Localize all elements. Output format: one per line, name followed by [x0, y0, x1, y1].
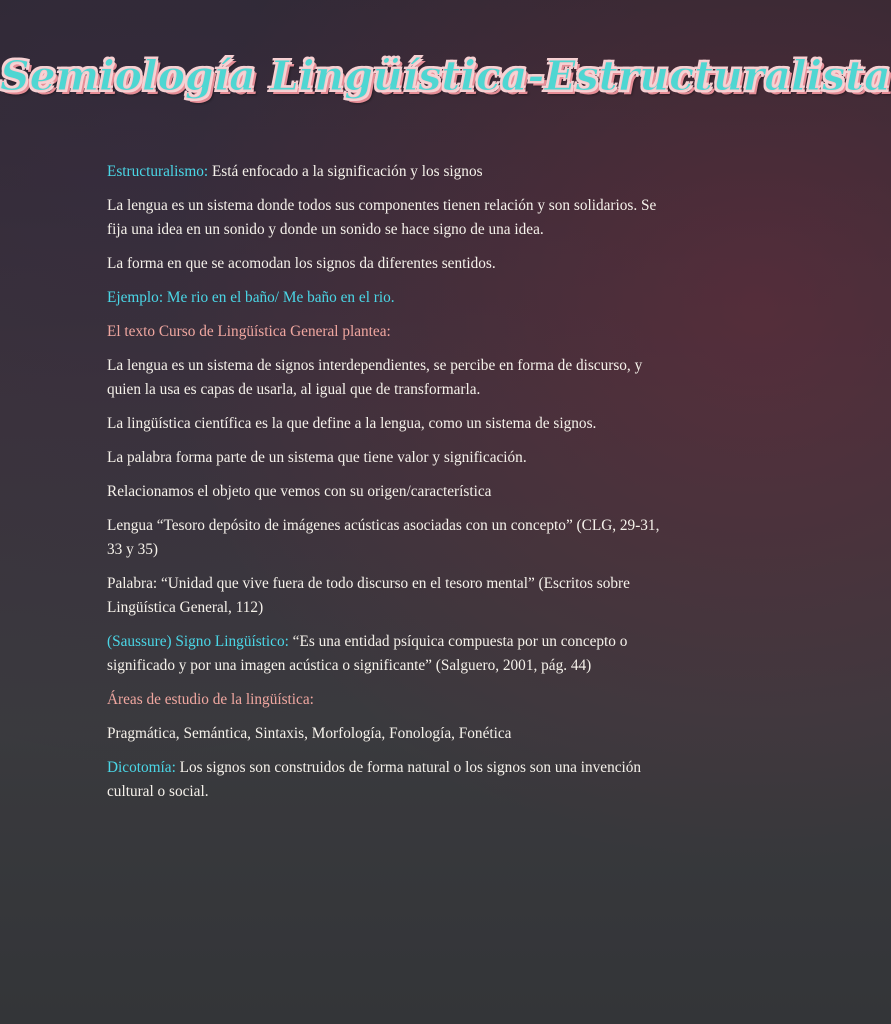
section-heading-clg: El texto Curso de Lingüística General plantea: [107, 323, 391, 340]
paragraph-signo-linguistico [107, 630, 667, 678]
paragraph-objeto-origen: Relacionamos el objeto que vemos con su origen/característica [107, 483, 492, 500]
section-heading-areas: Áreas de estudio de la lingüística: [107, 691, 314, 708]
term-label: (Saussure) Signo Lingüístico: [107, 633, 289, 650]
paragraph-ejemplo: Ejemplo: Me rio en el baño/ Me baño en el rio. [107, 289, 395, 306]
term-label: Estructuralismo: [107, 163, 209, 180]
paragraph-text: “Es una entidad psíquica compuesta por un concepto o significado y por una imagen acústica o significante” (Salguero, 2001, pág. 44) [107, 633, 628, 674]
paragraph-dicotomia [107, 756, 667, 804]
paragraph-linguistica-cientifica: La lingüística científica es la que define a la lengua, como un sistema de signos. [107, 415, 597, 432]
paragraph-areas-list: Pragmática, Semántica, Sintaxis, Morfología, Fonología, Fonética [107, 725, 512, 742]
document-body [107, 160, 667, 814]
paragraph-palabra-unidad: Palabra: “Unidad que vive fuera de todo discurso en el tesoro mental” (Escritos sobre Lingüística General, 112) [107, 575, 630, 616]
paragraph-text: Está enfocado a la significación y los signos [208, 163, 483, 180]
paragraph-text: Los signos son construidos de forma natural o los signos son una invención cultural o social. [107, 759, 642, 800]
paragraph-signos-interdependientes: La lengua es un sistema de signos interdependientes, se percibe en forma de discurso, y quien la usa es capas de usarla, al igual que de transformarla. [107, 357, 643, 398]
paragraph-lengua-tesoro: Lengua “Tesoro depósito de imágenes acústicas asociadas con un concepto” (CLG, 29-31, 33 y 35) [107, 517, 660, 558]
paragraph-lengua-sistema: La lengua es un sistema donde todos sus componentes tienen relación y son solidarios. Se fija una idea en un sonido y donde un sonido se hace signo de una idea. [107, 197, 657, 238]
page-title: Semiología Lingüística-Estructuralista [0, 52, 891, 100]
term-label: Dicotomía: [107, 759, 176, 776]
paragraph-forma-signos: La forma en que se acomodan los signos da diferentes sentidos. [107, 255, 496, 272]
paragraph-palabra-valor: La palabra forma parte de un sistema que tiene valor y significación. [107, 449, 527, 466]
paragraph-estructuralismo [107, 160, 667, 184]
